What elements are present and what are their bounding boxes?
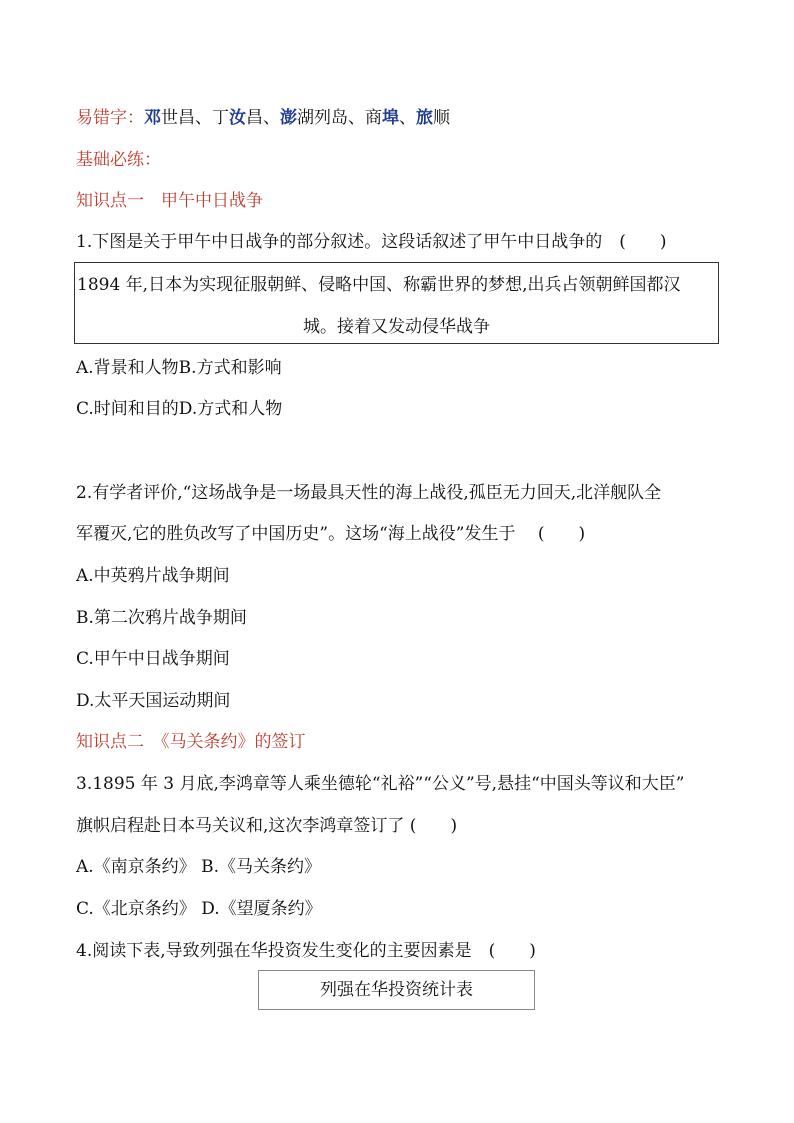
typo-char: 汝 <box>229 108 246 128</box>
question-3-options-cd: C.《北京条约》 D.《望厦条约》 <box>76 899 322 919</box>
question-1-quote-box <box>74 262 719 344</box>
knowledge-heading-2: 知识点二 《马关条约》的签订 <box>76 732 306 752</box>
typo-char: 澎 <box>280 108 297 128</box>
knowledge-heading-1: 知识点一 甲午中日战争 <box>76 191 263 211</box>
question-4-stem: 4.阅读下表,导致列强在华投资发生变化的主要因素是 ( ) <box>76 941 536 961</box>
question-2-stem-line-1: 2.有学者评价,“这场战争是一场最具天性的海上战役,孤臣无力回天,北洋舰队全 <box>76 483 662 503</box>
question-2-option-d: D.太平天国运动期间 <box>76 691 231 711</box>
question-2-stem-line-2: 军覆灭,它的胜负改写了中国历史”。这场“海上战役”发生于 ( ) <box>76 524 586 544</box>
question-3-options-ab: A.《南京条约》 B.《马关条约》 <box>76 857 321 877</box>
typo-text: 顺 <box>433 108 450 128</box>
quote-line-2: 城。接着又发动侵华战争 <box>303 317 490 337</box>
typo-text: 丁 <box>212 108 229 128</box>
question-2-option-b: B.第二次鸦片战争期间 <box>76 608 247 628</box>
typo-text: 昌、 <box>246 108 280 128</box>
typo-char: 埠 <box>382 108 399 128</box>
question-1-options-cd: C.时间和目的D.方式和人物 <box>76 399 283 419</box>
question-3-stem-line-1: 3.1895 年 3 月底,李鸿章等人乘坐德轮“礼裕”“公义”号,悬挂“中国头等议和大臣” <box>76 774 685 794</box>
question-2-option-a: A.中英鸦片战争期间 <box>76 566 230 586</box>
section-heading-basic: 基础必练： <box>76 150 161 170</box>
question-3-stem-line-2: 旗帜启程赴日本马关议和,这次李鸿章签订了 ( ) <box>76 816 458 836</box>
typo-label: 易错字： <box>76 108 144 128</box>
question-2-option-c: C.甲午中日战争期间 <box>76 649 230 669</box>
typo-words-line <box>76 106 450 130</box>
typo-text: 湖列岛、 <box>297 108 365 128</box>
typo-char: 旅 <box>416 108 433 128</box>
question-1-options-ab: A.背景和人物B.方式和影响 <box>76 358 282 378</box>
typo-text: 世昌、 <box>161 108 212 128</box>
typo-text: 商 <box>365 108 382 128</box>
question-1-stem: 1.下图是关于甲午中日战争的部分叙述。这段话叙述了甲午中日战争的 ( ) <box>76 232 667 252</box>
table-title-box: 列强在华投资统计表 <box>258 970 535 1010</box>
typo-char: 邓 <box>144 108 161 128</box>
typo-text: 、 <box>399 108 416 128</box>
quote-line-1: 1894 年,日本为实现征服朝鲜、侵略中国、称霸世界的梦想,出兵占领朝鲜国都汉 <box>77 275 681 295</box>
